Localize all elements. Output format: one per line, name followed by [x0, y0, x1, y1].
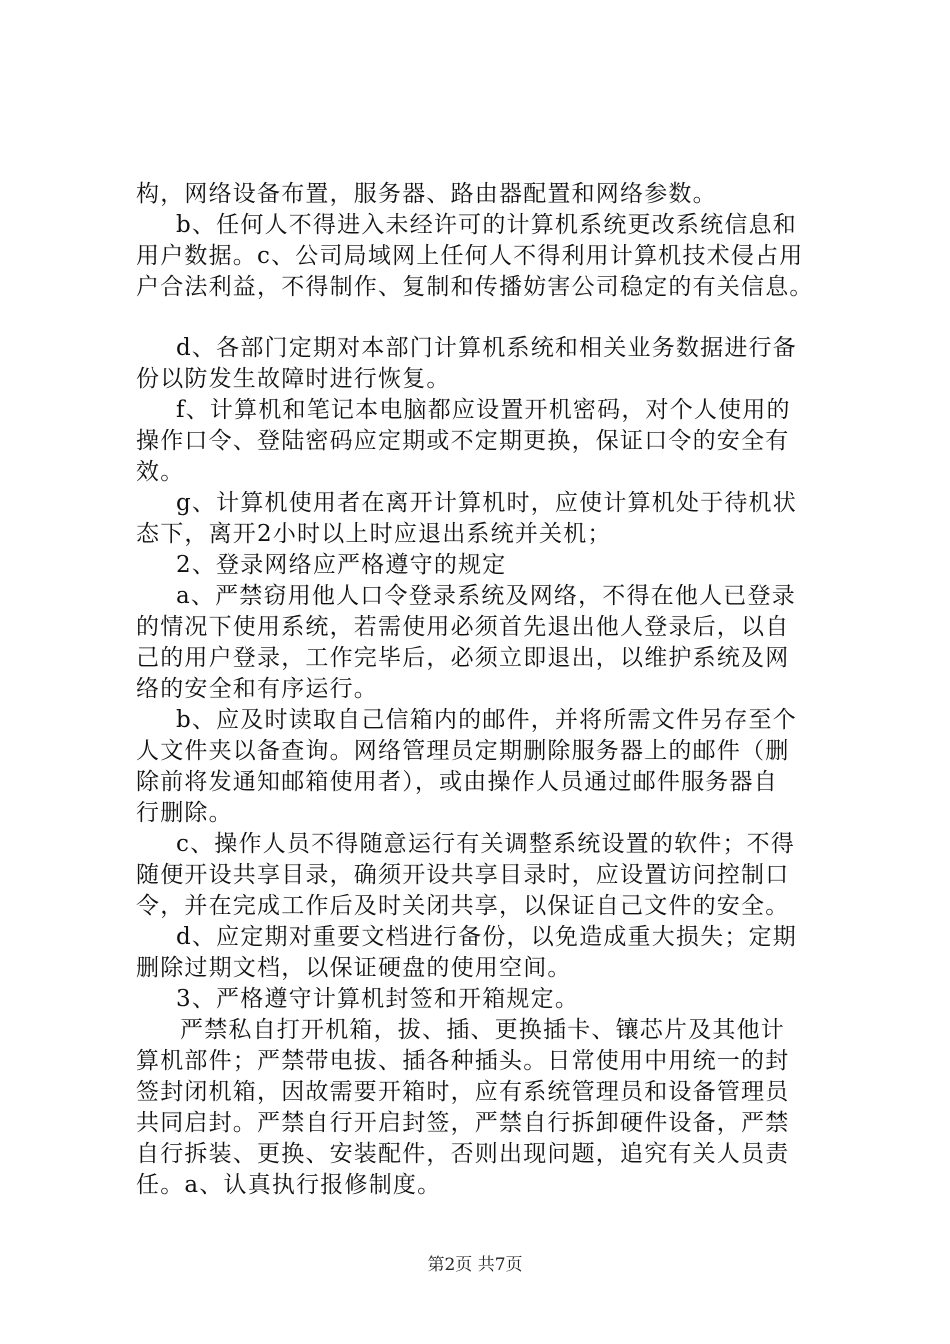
- text-line: 的情况下使用系统，若需使用必须首先退出他人登录后，以自: [136, 614, 790, 640]
- text-line: 除前将发通知邮箱使用者），或由操作人员通过邮件服务器自: [136, 769, 778, 795]
- section-heading: 2、登录网络应严格遵守的规定: [176, 552, 507, 578]
- page-footer: 第2页 共7页: [427, 1255, 523, 1275]
- text-line: a、严禁窃用他人口令登录系统及网络，不得在他人已登录: [176, 583, 796, 609]
- text-line: b、任何人不得进入未经许可的计算机系统更改系统信息和: [176, 212, 797, 238]
- text-line: d、应定期对重要文档进行备份，以免造成重大损失；定期: [176, 924, 797, 950]
- text-line: d、各部门定期对本部门计算机系统和相关业务数据进行备: [176, 335, 797, 361]
- text-line: 任。a、认真执行报修制度。: [136, 1172, 442, 1198]
- text-line: 人文件夹以备查询。网络管理员定期删除服务器上的邮件（删: [136, 738, 790, 764]
- text-line: 户合法利益，不得制作、复制和传播妨害公司稳定的有关信息。: [136, 274, 814, 300]
- text-line: 删除过期文档，以保证硬盘的使用空间。: [136, 955, 572, 981]
- section-heading: 3、严格遵守计算机封签和开箱规定。: [176, 986, 580, 1012]
- text-line: 随便开设共享目录，确须开设共享目录时，应设置访问控制口: [136, 862, 790, 888]
- text-line: 用户数据。c、公司局域网上任何人不得利用计算机技术侵占用: [136, 243, 804, 269]
- text-line: 行删除。: [136, 800, 233, 826]
- text-line: f、计算机和笔记本电脑都应设置开机密码，对个人使用的: [176, 397, 791, 423]
- text-line: 算机部件；严禁带电拔、插各种插头。日常使用中用统一的封: [136, 1048, 790, 1074]
- text-line: 己的用户登录，工作完毕后，必须立即退出，以维护系统及网: [136, 645, 790, 671]
- text-line: c、操作人员不得随意运行有关调整系统设置的软件；不得: [176, 831, 796, 857]
- text-line: 共同启封。严禁自行开启封签，严禁自行拆卸硬件设备，严禁: [136, 1110, 790, 1136]
- text-line: 签封闭机箱，因故需要开箱时，应有系统管理员和设备管理员: [136, 1079, 790, 1105]
- text-line: 自行拆装、更换、安装配件，否则出现问题，追究有关人员责: [136, 1141, 790, 1167]
- text-line: 构，网络设备布置，服务器、路由器配置和网络参数。: [136, 181, 717, 207]
- text-line: 严禁私自打开机箱，拔、插、更换插卡、镶芯片及其他计: [180, 1017, 785, 1043]
- text-line: 效。: [136, 459, 185, 485]
- text-line: 份以防发生故障时进行恢复。: [136, 366, 451, 392]
- text-line: b、应及时读取自己信箱内的邮件，并将所需文件另存至个: [176, 707, 797, 733]
- text-line: g、计算机使用者在离开计算机时，应使计算机处于待机状: [176, 490, 797, 516]
- text-line: 络的安全和有序运行。: [136, 676, 378, 702]
- text-line: 态下，离开2小时以上时应退出系统并关机；: [136, 521, 612, 547]
- text-line: 操作口令、登陆密码应定期或不定期更换，保证口令的安全有: [136, 428, 790, 454]
- text-line: 令，并在完成工作后及时关闭共享，以保证自己文件的安全。: [136, 893, 790, 919]
